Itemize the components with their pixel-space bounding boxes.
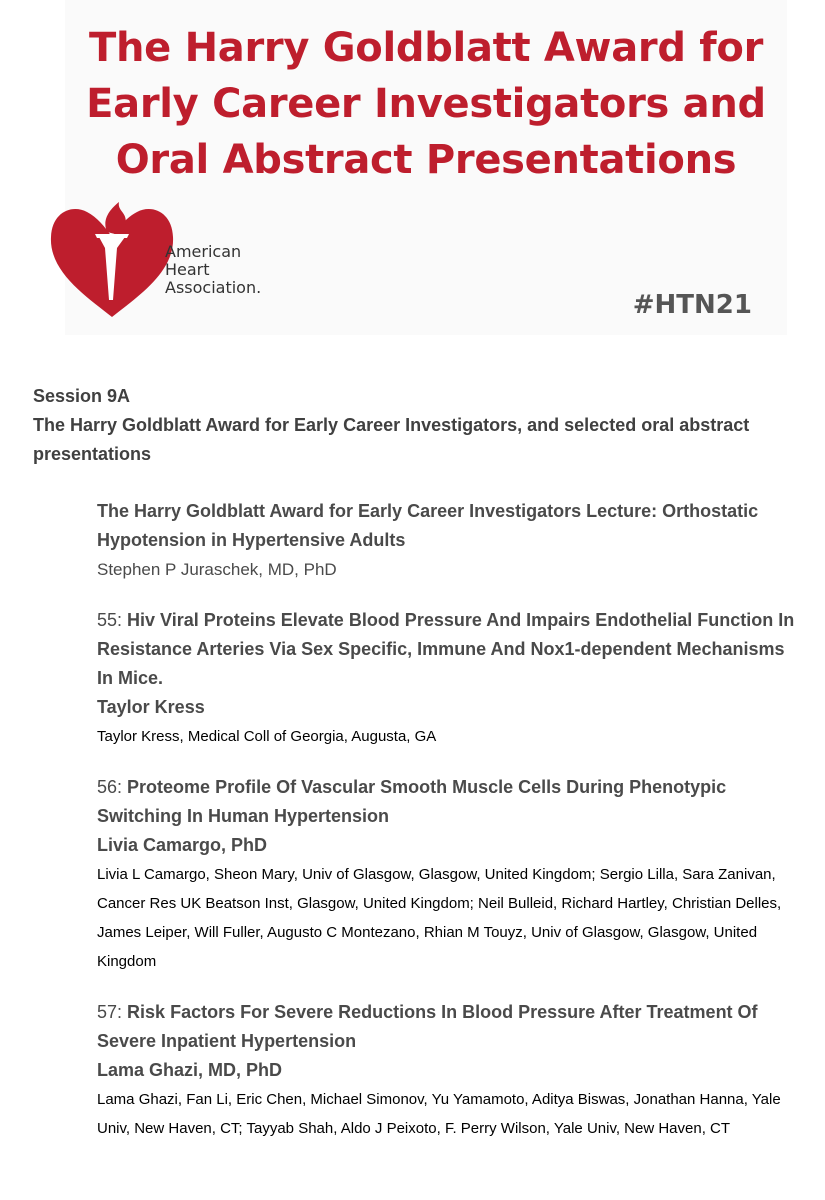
lecture-speaker: Stephen P Juraschek, MD, PhD (97, 560, 337, 579)
aha-wordmark-line: Heart (165, 260, 210, 279)
abstract-presenter: Taylor Kress (97, 697, 205, 717)
abstract-presenter: Livia Camargo, PhD (97, 835, 268, 855)
aha-wordmark-line: American (165, 242, 242, 261)
abstract-title-line (97, 998, 797, 1056)
lecture-title: The Harry Goldblatt Award for Early Career Investigators Lecture: Orthostatic Hypotension in Hypertensive Adults (97, 501, 759, 550)
session-title: The Harry Goldblatt Award for Early Career Investigators, and selected oral abstract presentations (33, 415, 750, 464)
abstract-entry (97, 773, 797, 976)
aha-wordmark-line: Association. (165, 278, 262, 297)
abstract-number: 55: (97, 610, 123, 630)
event-hashtag: #HTN21 (632, 290, 752, 320)
abstract-title: Proteome Profile Of Vascular Smooth Muscle Cells During Phenotypic Switching In Human Hypertension (97, 777, 727, 826)
banner-title-line: The Harry Goldblatt Award for (89, 25, 763, 71)
lecture-entry (97, 497, 797, 584)
abstract-title-line (97, 773, 797, 831)
abstract-authors: Lama Ghazi, Fan Li, Eric Chen, Michael Simonov, Yu Yamamoto, Aditya Biswas, Jonathan Hanna, Yale Univ, New Haven, CT; Tayyab Shah, Aldo J Peixoto, F. Perry Wilson, Yale Univ, New Haven, CT (97, 1091, 781, 1137)
talk-list (97, 497, 797, 1165)
session-label: Session 9A (33, 386, 131, 406)
abstract-authors: Livia L Camargo, Sheon Mary, Univ of Glasgow, Glasgow, United Kingdom; Sergio Lilla, Sara Zanivan, Cancer Res UK Beatson Inst, Glasgow, United Kingdom; Neil Bulleid, Richard Hartley, Christian Delles, James Leiper, Will Fuller, Augusto C Montezano, Rhian M Touyz, Univ of Glasgow, Glasgow, United Kingdom (97, 866, 782, 970)
abstract-number: 56: (97, 777, 123, 797)
abstract-title-line (97, 606, 797, 693)
abstract-entry (97, 998, 797, 1143)
event-banner (65, 0, 787, 335)
session-header (33, 382, 793, 469)
abstract-number: 57: (97, 1002, 123, 1022)
abstract-authors: Taylor Kress, Medical Coll of Georgia, Augusta, GA (97, 728, 437, 745)
aha-wordmark (165, 243, 261, 297)
banner-title (65, 20, 787, 188)
banner-title-line: Oral Abstract Presentations (115, 137, 737, 183)
abstract-presenter: Lama Ghazi, MD, PhD (97, 1060, 283, 1080)
banner-title-line: Early Career Investigators and (86, 81, 766, 127)
abstract-title: Risk Factors For Severe Reductions In Blood Pressure After Treatment Of Severe Inpatient Hypertension (97, 1002, 758, 1051)
abstract-title: Hiv Viral Proteins Elevate Blood Pressure And Impairs Endothelial Function In Resistance Arteries Via Sex Specific, Immune And Nox1-dependent Mechanisms In Mice. (97, 610, 795, 688)
abstract-entry (97, 606, 797, 751)
heart-torch-logo-icon (47, 182, 177, 322)
